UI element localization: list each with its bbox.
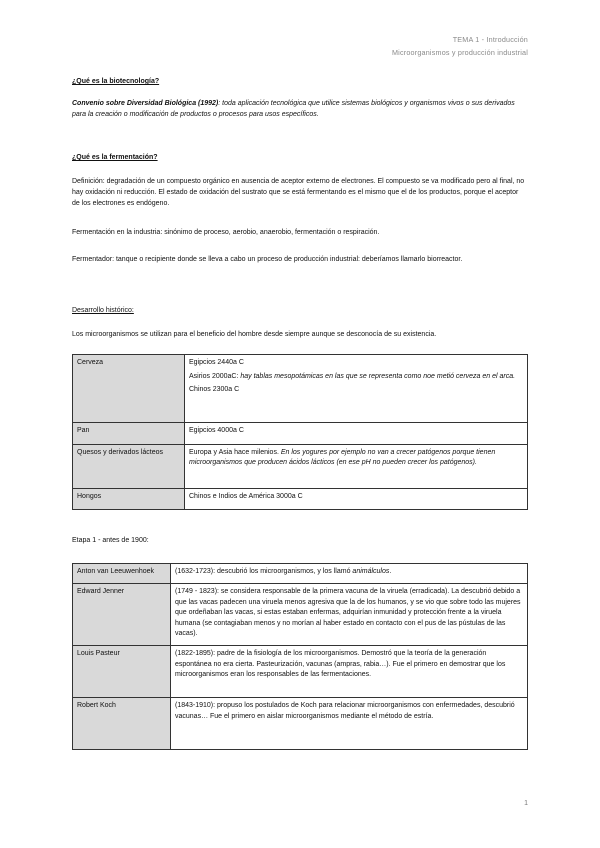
- history-table: [72, 354, 528, 510]
- table-row: [73, 564, 528, 584]
- row-content: [185, 488, 528, 510]
- scientist-name: Louis Pasteur: [73, 646, 171, 698]
- heading-desarrollo-historico: Desarrollo histórico:: [72, 307, 134, 314]
- header-topic: TEMA 1 - Introducción: [452, 35, 528, 44]
- biotech-text: : toda aplicación tecnológica que utilice sistemas biológicos y organismos vivos o sus derivados para la creación o modificación de productos o procesos para usos específicos.: [72, 100, 515, 119]
- fermentation-industry: Fermentación en la industria: sinónimo de proceso, aerobio, anaerobio, fermentación o respiración.: [72, 229, 380, 236]
- biotech-source: Convenio sobre Diversidad Biológica (1992): [72, 100, 219, 107]
- row-line: Chinos e Indios de América 3000a C: [189, 492, 303, 500]
- table-row: [73, 698, 528, 750]
- row-line: Egipcios 4000a C: [189, 427, 244, 434]
- scientist-description: (1749 - 1823): se considera responsable de la primera vacuna de la viruela (erradicada). La descubrió debido a que las vacas padecen una viruela menos agresiva que la de los humanos, y se vio que sobre todo las mujeres que ordeñaban las vacas, si estas estaban enfermas, adquirían inmunidad y protección frente a la viruela humana (se contagiaban menos y no morían al haber estado en contacto con el pus de las pústulas de las vacas).: [171, 584, 528, 646]
- heading-biotecnologia: ¿Qué es la biotecnología?: [72, 78, 160, 85]
- header-subtitle: Microorganismos y producción industrial: [391, 47, 528, 57]
- row-label: Quesos y derivados lácteos: [73, 444, 185, 488]
- history-intro: Los microorganismos se utilizan para el beneficio del hombre desde siempre aunque se desconocía de su existencia.: [72, 331, 437, 338]
- biotech-definition: [72, 98, 528, 120]
- table-row: [73, 355, 528, 423]
- table-row: [73, 444, 528, 488]
- page-number: 1: [524, 800, 528, 807]
- scientist-description: (1843-1910): propuso los postulados de Koch para relacionar microorganismos con enfermedades, descubrió vacunas… Fue el primero en aislar microorganismos mediante el método de estría.: [171, 698, 528, 750]
- row-line-italic: En los yogures por ejemplo no van a crecer patógenos porque tienen microorganismos que producen ácidos lácticos (en ese pH no pueden crecer los patógenos).: [189, 448, 496, 466]
- scientist-name: Robert Koch: [73, 698, 171, 750]
- description-text: (1632-1723): descubrió los microorganismos, y los llamó: [175, 568, 353, 575]
- heading-etapa-1: Etapa 1 - antes de 1900:: [72, 537, 149, 544]
- row-content: [185, 423, 528, 445]
- heading-fermentacion: ¿Qué es la fermentación?: [72, 154, 158, 161]
- row-line-lead: Europa y Asia hace milenios.: [189, 448, 281, 456]
- table-row: [73, 423, 528, 445]
- row-content: [185, 355, 528, 423]
- row-content: [185, 444, 528, 488]
- stage1-table: [72, 563, 528, 750]
- row-line-italic: hay tablas mesopotámicas en las que se representa como noe metió cerveza en el arca.: [240, 372, 516, 380]
- row-line: [189, 448, 523, 469]
- row-line: Chinos 2300a C: [189, 386, 240, 393]
- fermentation-definition: Definición: degradación de un compuesto orgánico en ausencia de aceptor externo de electrones. El compuesto se va modificado pero al final, no hay oxidación ni reducción. El estado de oxidación del sustrato que se está fermentando es el mismo que el de los productos, porque el aceptor de los electrones es endógeno.: [72, 178, 525, 208]
- table-row: [73, 646, 528, 698]
- row-label: Cerveza: [73, 355, 185, 423]
- scientist-name: Edward Jenner: [73, 584, 171, 646]
- table-row: [73, 488, 528, 510]
- scientist-description: (1822-1895): padre de la fisiología de los microorganismos. Demostró que la teoría de la generación espontánea no era cierta. Pasteurización, vacunas (ampras, rabia…). Fue el primero en demostrar que los microorganismos eran los responsables de las fermentaciones.: [171, 646, 528, 698]
- row-label: Hongos: [73, 488, 185, 510]
- scientist-name: Anton van Leeuwenhoek: [73, 564, 171, 584]
- row-line-lead: Asirios 2000aC:: [189, 372, 241, 380]
- description-italic: animálculos: [352, 568, 390, 575]
- description-tail: .: [389, 568, 392, 575]
- fermenter-definition: Fermentador: tanque o recipiente donde se lleva a cabo un proceso de producción industrial: deberíamos llamarlo biorreactor.: [72, 256, 463, 263]
- row-line: [189, 372, 523, 383]
- row-label: Pan: [73, 423, 185, 445]
- scientist-description: [171, 564, 528, 584]
- running-header: [392, 34, 528, 59]
- row-line: Egipcios 2440a C: [189, 359, 244, 366]
- table-row: [73, 584, 528, 646]
